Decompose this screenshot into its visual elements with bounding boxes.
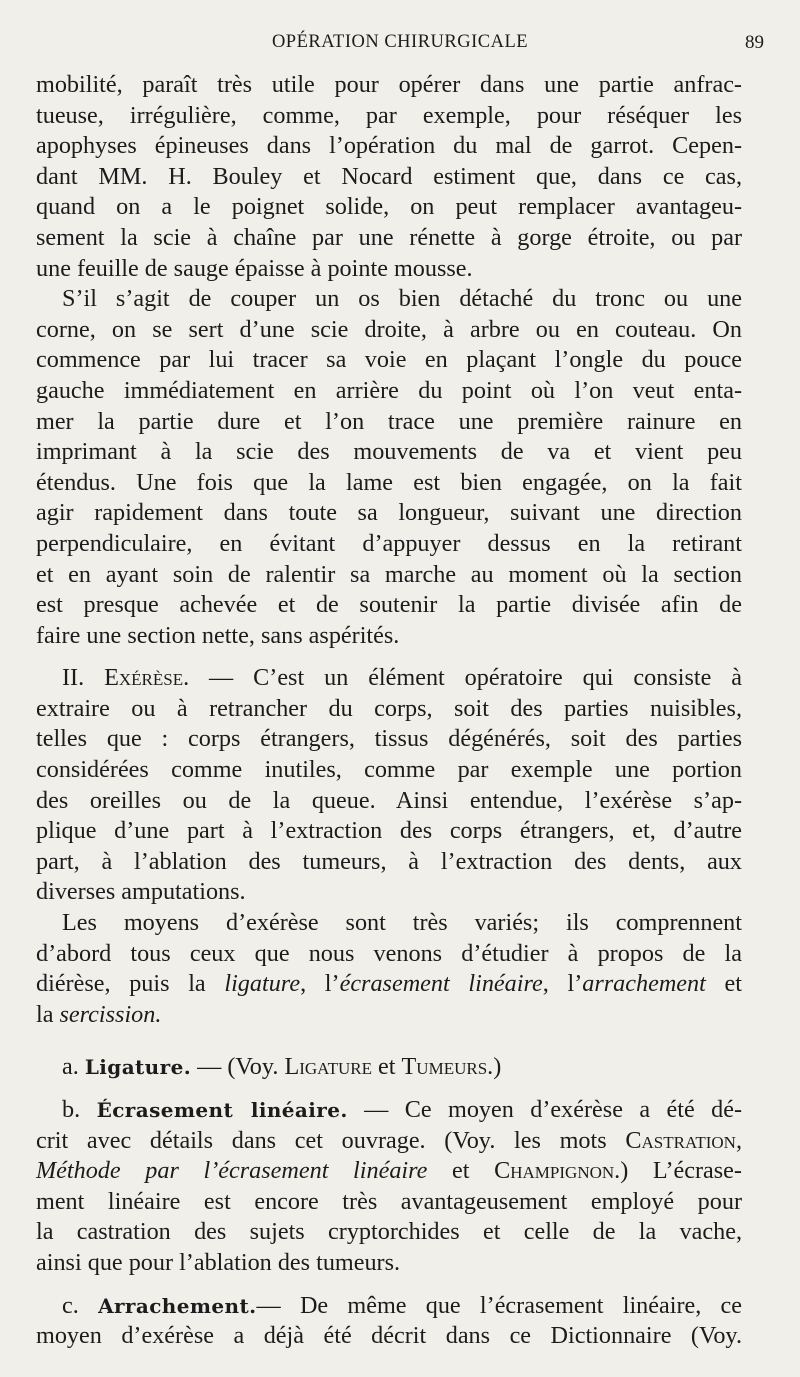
text-line: commence par lui tracer sa voie en plaçant l’ongle du pouce [36,346,742,374]
text-line: faire une section nette, sans aspérités. [36,621,400,649]
section-numeral: II. [62,664,85,692]
text-line: quand on a le poignet solide, on peut remplacer avantageu- [36,193,742,221]
subsection-marker: a. [62,1053,79,1081]
cross-reference: Ligature [284,1053,372,1081]
italic-term: arrachement [582,970,706,998]
subsection-heading-line [36,1095,742,1126]
text-line: gauche immédiatement en arrière du point où l’on veut enta- [36,376,742,404]
subsection-ligature [36,1052,742,1083]
text-line: telles que : corps étrangers, tissus dégénérés, soit des parties [36,725,742,753]
text-fragment: et [371,1053,402,1081]
text-fragment: .) [487,1053,502,1081]
text-line: part, à l’ablation des tumeurs, à l’extraction des dents, aux [36,847,742,875]
subsection-marker: b. [62,1096,81,1123]
subsection-heading: Ligature. [84,1055,192,1080]
subsection-heading-line [36,1291,742,1322]
text-fragment: , l’ [542,970,583,998]
text-line: la castration des sujets cryptorchides et celle de la vache, [36,1218,742,1246]
running-title: OPÉRATION CHIRURGICALE [271,32,529,52]
text-line: mer la partie dure et l’on trace une première rainure en [36,407,742,435]
cross-reference: Tumeurs [401,1053,488,1081]
text-fragment: — De même que l’écrasement linéaire, ce [256,1291,743,1319]
text-line: moyen d’exérèse a déjà été décrit dans ce Dictionnaire (Voy. [36,1322,742,1350]
paragraph-continuation [36,70,742,284]
italic-term: ligature [224,970,301,998]
text-line: et en ayant soin de ralentir sa marche au moment où la section [36,560,742,588]
text-fragment: — C’est un élément opératoire qui consiste à [189,664,743,692]
text-line [36,1126,742,1157]
text-fragment: la [36,1000,60,1028]
body-text [36,70,742,1352]
text-line: agir rapidement dans toute sa longueur, suivant une direction [36,499,742,527]
text-fragment: .) L’écrase- [614,1157,742,1185]
text-line: apophyses épineuses dans l’opération du mal de garrot. Cepen- [36,132,742,160]
subsection-marker: c. [62,1291,79,1319]
text-fragment: , l’ [300,970,340,998]
paragraph-means [36,908,742,1030]
section-gap [36,1083,742,1095]
text-line: perpendiculaire, en évitant d’appuyer dessus en la retirant [36,529,742,557]
text-fragment: — (Voy. [191,1053,285,1081]
section-gap [36,651,742,663]
text-line: ainsi que pour l’ablation des tumeurs. [36,1248,401,1276]
text-line: Les moyens d’exérèse sont très variés; ils comprennent [62,909,742,937]
text-line: imprimant à la scie des mouvements de va et vient peu [36,438,742,466]
text-fragment: crit avec détails dans cet ouvrage. (Voy. les mots [36,1126,626,1154]
italic-term: écrasement linéaire [339,970,543,998]
text-line [36,1000,742,1031]
text-line: plique d’une part à l’extraction des corps étrangers, et, d’autre [36,817,742,845]
italic-term: Méthode par l’écrasement linéaire [36,1157,428,1185]
running-head [0,32,800,60]
text-line: d’abord tous ceux que nous venons d’étudier à propos de la [36,939,742,967]
text-fragment: — Ce moyen d’exérèse a été dé- [347,1096,742,1123]
text-line: une feuille de sauge épaisse à pointe mousse. [36,254,473,282]
italic-term: sercission. [59,1000,162,1028]
page-number: 89 [745,32,764,53]
section-heading: Exérèse. [104,664,190,692]
section-gap [36,1279,742,1291]
text-fragment: et [427,1157,495,1185]
text-line [36,969,742,1000]
subsection-heading: Arrachement. [98,1293,257,1318]
text-line: ment linéaire est encore très avantageusement employé pour [36,1187,742,1215]
text-line: est presque achevée et de soutenir la partie divisée afin de [36,591,742,619]
cross-reference: Champignon [494,1157,615,1185]
section-exerese [36,663,742,908]
paragraph-saw [36,284,742,651]
text-line: sement la scie à chaîne par une rénette à gorge étroite, ou par [36,223,742,251]
text-line: considérées comme inutiles, comme par exemple une portion [36,756,742,784]
section-gap [36,1030,742,1052]
text-fragment: et [705,970,743,998]
text-fragment: diérèse, puis la [36,970,225,998]
text-line: extraire ou à retrancher du corps, soit des parties nuisibles, [36,694,742,722]
subsection-arrachement [36,1291,742,1352]
text-line: étendus. Une fois que la lame est bien engagée, on la fait [36,468,742,496]
text-line: diverses amputations. [36,878,246,906]
text-line: corne, on se sert d’une scie droite, à arbre ou en couteau. On [36,315,742,343]
subsection-ecrasement [36,1095,742,1279]
cross-reference: Castration, [625,1126,742,1154]
text-line [36,1156,742,1187]
text-line: mobilité, paraît très utile pour opérer dans une partie anfrac- [36,71,742,98]
section-heading-line [36,663,742,694]
text-line: des oreilles ou de la queue. Ainsi entendue, l’exérèse s’ap- [36,786,742,814]
text-line: tueuse, irrégulière, comme, par exemple, pour réséquer les [36,101,742,129]
subsection-heading-line [36,1052,742,1083]
subsection-heading: Écrasement linéaire. [96,1098,348,1122]
text-line: S’il s’agit de couper un os bien détaché du tronc ou une [62,285,742,313]
text-line: dant MM. H. Bouley et Nocard estiment que, dans ce cas, [36,162,742,190]
